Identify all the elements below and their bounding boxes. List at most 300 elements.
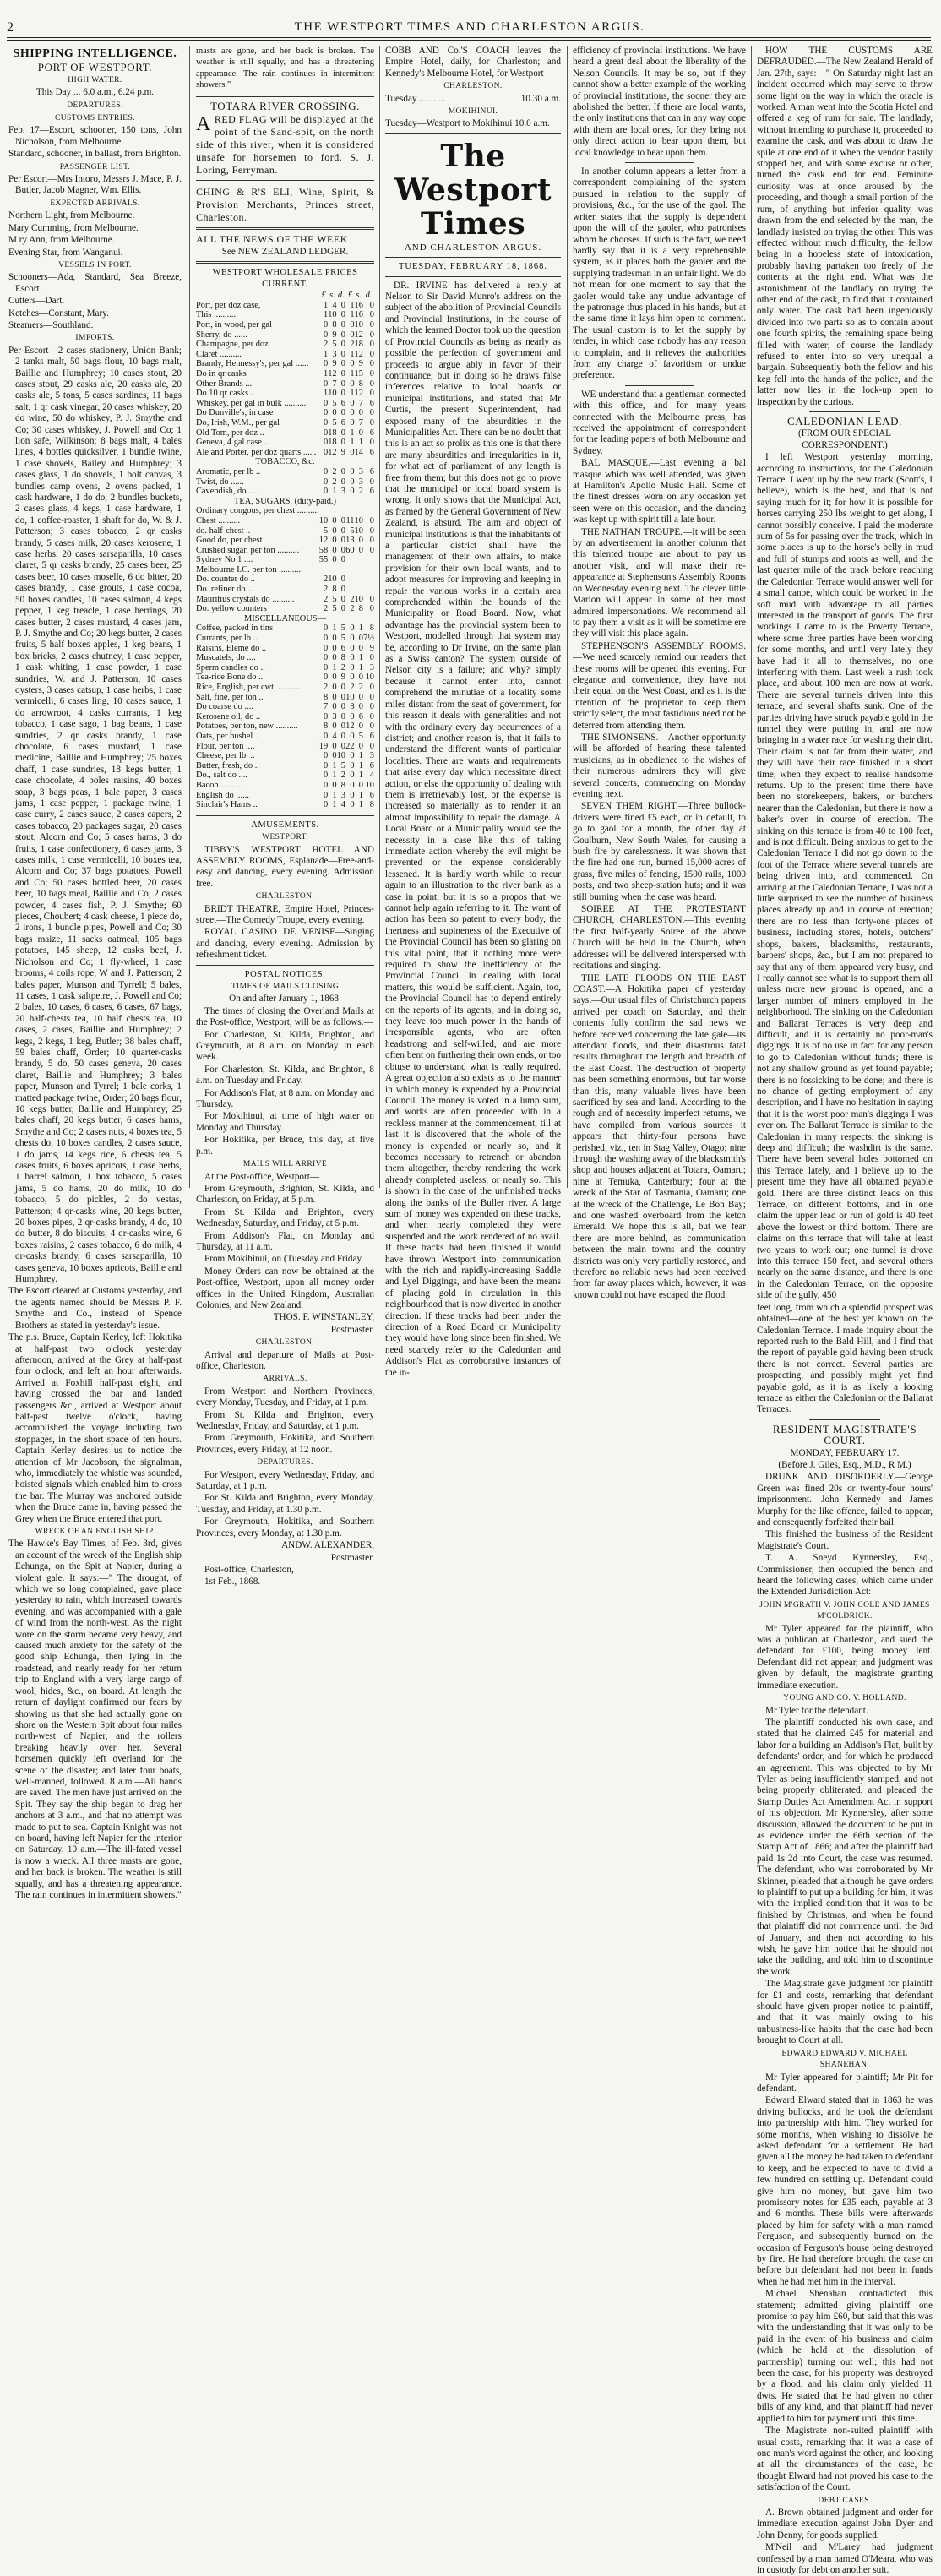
price-low-shillings: s. xyxy=(328,291,336,301)
price-low-pence: 2 xyxy=(337,771,345,781)
price-low-pounds: 0 xyxy=(319,732,328,742)
price-high-pence: 4 xyxy=(363,771,374,781)
price-row xyxy=(196,536,374,546)
price-low-pence: 0 xyxy=(337,693,345,703)
coach-place: CHARLESTON. xyxy=(385,81,561,92)
price-high-pence xyxy=(363,555,374,565)
price-subheading: MISCELLANEOUS— xyxy=(196,614,374,624)
price-high-shillings xyxy=(355,585,363,595)
price-high-pounds: 0 xyxy=(345,673,354,683)
price-row xyxy=(196,399,374,409)
price-high-pounds: 0 xyxy=(345,663,354,673)
expected-item: Northern Light, from Melbourne. xyxy=(8,210,182,221)
price-low-pence: 0 xyxy=(337,379,345,389)
price-low-shillings: 0 xyxy=(328,693,336,703)
imports-heading: IMPORTS. xyxy=(8,333,182,344)
price-high-pence: 0 xyxy=(363,683,374,693)
price-high-pounds: 0 xyxy=(345,477,354,487)
price-item: Whiskey, per gal in bulk .......... xyxy=(196,399,319,409)
price-row xyxy=(196,653,374,663)
price-high-pounds: 0 xyxy=(345,712,354,722)
price-low-pounds: 0 xyxy=(319,663,328,673)
price-row xyxy=(196,379,374,389)
price-low-pence: 0 xyxy=(337,712,345,722)
price-high-shillings xyxy=(355,555,363,565)
price-item: Sperm candles do .. xyxy=(196,663,319,673)
price-low-shillings: 5 xyxy=(328,399,336,409)
caledonian-sub: (FROM OUR SPECIAL CORRESPONDENT.) xyxy=(757,428,933,451)
price-item: do. half-chest .. xyxy=(196,526,319,536)
price-high-pence: 0 xyxy=(363,526,374,536)
price-high-pounds: 0 xyxy=(345,751,354,761)
prices-table xyxy=(196,291,374,809)
column-editorial xyxy=(385,46,561,1188)
price-high-pence: 0 xyxy=(363,350,374,360)
price-low-pence: 6 xyxy=(337,644,345,654)
price-high-shillings: 0 xyxy=(355,673,363,683)
price-item: Potatoes, per ton, new .......... xyxy=(196,722,319,732)
price-high-shillings: 0 xyxy=(355,644,363,654)
price-high-pence: 0 xyxy=(363,330,374,340)
passenger-heading: PASSENGER LIST. xyxy=(8,162,182,173)
price-row xyxy=(196,683,374,693)
court-text: The Magistrate gave judgment for plaintiff for £1 and costs, remarking that defendant should have given proper notice to plaintiff, and that it was mainly owing to his unbusiness-like habits that the case had been brought to Court at all. xyxy=(757,1979,933,2046)
price-high-shillings: 7 xyxy=(355,418,363,428)
price-row xyxy=(196,693,374,703)
price-low-shillings: 8 xyxy=(328,320,336,330)
price-low-pounds: 1 xyxy=(319,350,328,360)
column-rule xyxy=(567,46,568,1188)
price-low-pence: 0 xyxy=(337,546,345,556)
price-low-pounds: 0 xyxy=(319,359,328,369)
price-row xyxy=(196,644,374,654)
price-high-pounds: 12 xyxy=(345,722,354,732)
price-high-pence: 0 xyxy=(363,693,374,703)
price-low-pence: 0 xyxy=(337,585,345,595)
price-row xyxy=(196,781,374,791)
price-low-pounds: 0 xyxy=(319,644,328,654)
price-low-pence: 0 xyxy=(337,526,345,536)
court-text: T. A. Sneyd Kynnersley, Esq., Commissioner, then occupied the bench and heard the following cases, which came under the Extended Jurisdiction Act: xyxy=(757,1553,933,1598)
court-text: M'Neil and M'Larey had judgment confessed by a man named O'Meara, who was in custody for debt on another suit. xyxy=(757,2542,933,2576)
price-high-shillings: 1 xyxy=(355,624,363,634)
local-news-paragraph: THE LATE FLOODS ON THE EAST COAST.—A Hokitika paper of yesterday says:—Our usual files of Christchurch papers arrived per coach on Saturday, and their contents fully confirm the sad news we before received concerning the late gale—its attendant floods, and their disastrous fatal results throughout the length and breadth of the East Coast. The destruction of property has been something enormous, but far worse than this, many valuable lives have been sacrificed by sea and land. According to the rough and of necessity imperfect returns, we have compiled from various sources it appears that thirty-four persons have perished, viz., ten in Stag Valley, Otago; nine through the washing away of the blacksmith's shop and houses adjacent at Totara, Oamaru; nine at Temuka, Canterbury; four at the wreck of the Star of Tasmania, Oamaru; one at the wreck of the Challenge, Le Bon Bay; and one washed overboard from the ketch Emerald. We hope this is all, but we fear there are more behind, as communication between the main towns and the country districts was only very partially restored, and therefore no reliable news had been received from far away places which, however, it was known could not have escaped the flood. xyxy=(573,973,746,1302)
wreck-text: The Hawke's Bay Times, of Feb. 3rd, gives an account of the wreck of the English ship Echunga, on the Spit at Napier, during a violent gale. It says:—" The drought, of which we so long complained, gave place yesterday to rain, which increased towards evening, and was accompanied with a gale of wind from the north-west. As the night wore on the storm became very heavy, and caused much anxiety for the safety of the good ship Echunga, then lying in the roadstead, and nearly ready for her return trip to England with a very large cargo of wool, hides, &c., on board. At length the return of daylight confirmed our fears by showing us that she had actually gone on shore on the Western Spit about four miles north-west of Napier, and the rollers breaking heavily over her. Several horsemen quickly left overland for the scene of the disaster; and later four boats, well-manned, followed. 8 a.m.—All hands are saved. The men have just arrived on the Spit. They say the ship began to drag her anchors at 3 a.m., and that no attempt was made to put to sea. Captain Knight was not on board, having left Napier for the interior on Saturday. 10 a.m.—The ill-fated vessel is now a wreck. All three masts are gone, and her back is broken. The weather is still squally, and has a threatening appearance. The rain continues in intermittent showers." xyxy=(8,1539,182,1901)
divider xyxy=(196,95,374,97)
price-low-pounds: 0 xyxy=(319,751,328,761)
price-item: Cavendish, do .... xyxy=(196,487,319,497)
column-rule xyxy=(379,46,380,1188)
price-row xyxy=(196,487,374,497)
price-low-shillings: 5 xyxy=(328,604,336,614)
price-high-pounds: 8 xyxy=(345,702,354,712)
price-low-pounds: 0 xyxy=(319,428,328,438)
price-high-pounds xyxy=(345,575,354,585)
price-high-pounds: 5 xyxy=(345,526,354,536)
price-high-shillings: 0 xyxy=(355,536,363,546)
price-row xyxy=(196,742,374,752)
postal-item: For Charleston, St. Kilda, Brighton, and Greymouth, at 8 a.m. on Monday in each week. xyxy=(196,1030,374,1064)
divider xyxy=(625,385,694,386)
price-low-shillings: 8 xyxy=(328,585,336,595)
postal-item: From Greymouth, Brighton, St. Kilda, and Charleston, on Friday, at 5 p.m. xyxy=(196,1184,374,1206)
price-high-pence xyxy=(363,506,374,516)
price-high-shillings: 6 xyxy=(355,712,363,722)
price-high-shillings: 0 xyxy=(355,546,363,556)
price-high-pounds: 1 xyxy=(345,428,354,438)
caledonian-text: I left Westport yesterday morning, according to instructions, for the Caledonian Terrace. I went up by the new track (Scott's, I believe), which is the best, and that is not saying much for it; for how it is possible for horses carrying 250 lbs weight to get along, I cannot possibly conceive. I paid the moderate sum of 5s for passing over the track, which in some places is up to the horse's belly in mud and full of stumps and roots as well, and the last quarter mile of the track before reaching the Caledonian Terrace would answer well for a small canoe, which could be worked in the soft mud with advantage to all parties interested in the transport of goods. The first workings I came to is the Poverty Terrace, where some three parties have been working for some months, and until very lately they have had it all to themselves, no one interfering with them. Last week a rush took place, and about 100 men are now at work. There are several tunnels driven into this terrace, and several shafts sunk. One of the parties driving have struck payable gold in the tunnel they were putting in, and are now bringing in a water race for washing their dirt. Their claim is not far from their water, and they will have their race finished in a short time, when they expect to realise handsome returns. Up to the present time there have been no storekeepers, bakers, or butchers nearer than the Caledonian, but there is now a baker's oven in course of erection. The sinking on this terrace is from 40 to 100 feet, and is not difficult. Being anxious to get to the Caledonian Terrace I did not go down to the foot of the Terrace where several tunnels are being driven into, and commenced. On arriving at the Caledonian Terrace, I was not a little surprised to see the number of business places already up and in course of erection; there are no less than forty-one places of business, including stores, hotels, butchers' shops, bakers, blacksmiths, restaurants, barbers' shops, &c., but I am not prepared to say that any of them appeared very busy, and I really cannot see what is to support them all unless more new ground is opened, and a larger number of miners employed in the neighborhood. The sinking on the Caledonian and Ballarat Terraces is very deep and difficult, and it is certainly no poor-man's diggings. It is of no use in fact for any person to go to Caledonian without funds; there is not any shallow ground as yet found payable; there is no fossicking to be done; and there is no chance of getting employment of any description, and I have no hesitation in saying that it is the worst poor man's diggings I was ever on. The Ballarat Terrace is similar to the Caledonian in many respects; the sinking is deep and difficult; the washdirt is the same. There have been several holes bottomed on this Terrace lately, and I believe up to the present time they have all obtained payable gold. There are three distinct leads on this Terrace, on different bottoms, and in one claim the upper lead or run of gold is 40 feet above the lowest or third bottom. There are claims on this terrace that will take at least two years to work out; one tunnel is drove into this terrace 150 feet, and several others nearly on the same distance, and there is one in the Caledonian Terrace, on the opposite side of the gully, 450 xyxy=(757,452,933,1301)
price-row xyxy=(196,448,374,458)
price-low-pence: 0 xyxy=(337,536,345,546)
postal-item: From Addison's Flat, on Monday and Thursday, at 11 a.m. xyxy=(196,1231,374,1254)
price-high-pounds: 60 xyxy=(345,546,354,556)
price-low-shillings: 18 xyxy=(328,428,336,438)
price-high-pence: 0 xyxy=(363,595,374,605)
price-high-pounds xyxy=(345,555,354,565)
price-low-pence: 3 xyxy=(337,487,345,497)
price-high-shillings: 14 xyxy=(355,448,363,458)
price-item: Coffee, packed in tins xyxy=(196,624,319,634)
price-high-pounds: 0 xyxy=(345,487,354,497)
price-low-shillings: 0 xyxy=(328,555,336,565)
price-item: Port, in wood, per gal xyxy=(196,320,319,330)
price-high-shillings: 0 xyxy=(355,693,363,703)
price-item: Flour, per ton .... xyxy=(196,742,319,752)
local-news-paragraph: THE NATHAN TROUPE.—It will be seen by an advertisement in another column that this talented troupe are about to pay us another visit, and will make their re-appearance at Stephenson's Assembly Rooms on Wednesday evening next. The clever little Marion will appear in some of her most admired impersonations. We recommend all to pay them a visit as it will be sometime ere they will visit this place again. xyxy=(573,527,746,640)
column-editorial-continued xyxy=(573,46,746,1188)
price-high-shillings: 10 xyxy=(355,526,363,536)
price-row xyxy=(196,663,374,673)
price-low-pounds: 0 xyxy=(319,408,328,418)
amusement-item: TIBBY'S WESTPORT HOTEL AND ASSEMBLY ROOMS, Esplanade—Free-and-easy and dancing, every evening. Admission free. xyxy=(196,845,374,890)
price-low-pence: 3 xyxy=(337,791,345,801)
price-high-pence: 0 xyxy=(363,477,374,487)
price-low-shillings: 7 xyxy=(328,379,336,389)
price-item: Good do, per chest xyxy=(196,536,319,546)
price-item: Bacon .......... xyxy=(196,781,319,791)
postal-sub: TIMES OF MAILS CLOSING xyxy=(196,982,374,993)
price-item: Oats, per bushel .. xyxy=(196,732,319,742)
price-low-shillings: 12 xyxy=(328,369,336,379)
price-low-pence: 0 xyxy=(337,350,345,360)
price-row xyxy=(196,634,374,644)
customs-entry: Feb. 17—Escort, schooner, 150 tons, John Nicholson, from Melbourne. xyxy=(8,125,182,148)
price-low-shillings: 1 xyxy=(328,771,336,781)
postal-item: From Mokihinui, on (Tuesday and Friday. xyxy=(196,1254,374,1265)
price-high-shillings xyxy=(355,575,363,585)
price-high-shillings: 15 xyxy=(355,369,363,379)
caledonian-heading: CALEDONIAN LEAD. xyxy=(757,416,933,427)
price-high-pence: 10 xyxy=(363,781,374,791)
price-row xyxy=(196,526,374,536)
postmaster-title: Postmaster. xyxy=(196,1553,374,1564)
postal-item: For St. Kilda and Brighton, every Monday, Tuesday, and Friday, at 1.30 p.m. xyxy=(196,1493,374,1516)
postal-date-line: 1st Feb., 1868. xyxy=(196,1577,374,1588)
price-low-pence: 5 xyxy=(337,624,345,634)
price-low-shillings xyxy=(328,506,336,516)
price-high-shillings: 12 xyxy=(355,389,363,399)
shipping-note: The Escort cleared at Customs yesterday, and the agents named should be Messrs P. F. Smythe and Co., instead of Spence Brothers as stated in yesterday's issue. xyxy=(8,1286,182,1332)
price-high-shillings xyxy=(355,565,363,575)
price-high-pounds: £ xyxy=(345,291,354,301)
port-heading: PORT OF WESTPORT. xyxy=(8,62,182,73)
totara-heading: TOTARA RIVER CROSSING. xyxy=(196,101,374,112)
price-low-shillings: 2 xyxy=(328,477,336,487)
price-low-shillings: 0 xyxy=(328,653,336,663)
expected-item: Mary Cumming, from Melbourne. xyxy=(8,223,182,234)
price-row xyxy=(196,516,374,526)
price-row xyxy=(196,604,374,614)
price-high-pounds: 1 xyxy=(345,389,354,399)
price-low-pounds: 5 xyxy=(319,526,328,536)
price-low-shillings: 0 xyxy=(328,702,336,712)
price-high-shillings: 1 xyxy=(355,663,363,673)
price-item: Butter, fresh, do .. xyxy=(196,761,319,771)
price-low-pence: 4 xyxy=(337,800,345,810)
price-high-pounds: 0 xyxy=(345,418,354,428)
price-low-pounds: 0 xyxy=(319,771,328,781)
postal-item: For Greymouth, Hokitika, and Southern Provinces, every Monday, at 1.30 p.m. xyxy=(196,1517,374,1539)
price-high-pence xyxy=(363,575,374,585)
price-high-pounds: 0 xyxy=(345,467,354,477)
price-high-pence: 0 xyxy=(363,438,374,448)
price-high-pence: 0 xyxy=(363,516,374,526)
amusement-item: BRIDT THEATRE, Empire Hotel, Princes-street—The Comedy Troupe, every evening. xyxy=(196,904,374,927)
price-low-pounds: 1 xyxy=(319,301,328,311)
price-low-pence: 0 xyxy=(337,467,345,477)
price-item: Do. refiner do .. xyxy=(196,585,319,595)
price-low-pence: 0 xyxy=(337,516,345,526)
court-text: DRUNK AND DISORDERLY.—George Green was fined 20s or twenty-four hours' imprisonment.—John Kennedy and James Murphy for the like offence, failed to appear, and consequently forfeited their bail. xyxy=(757,1472,933,1528)
price-item xyxy=(196,291,319,301)
price-low-shillings: 5 xyxy=(328,595,336,605)
price-item: Do coarse do .... xyxy=(196,702,319,712)
divider xyxy=(196,261,374,264)
price-item: Do 10 qr casks .. xyxy=(196,389,319,399)
price-low-pounds: 0 xyxy=(319,487,328,497)
local-news-paragraph: SEVEN THEM RIGHT.—Three bullock-drivers were fined £5 each, or in default, to go to gaol for a month, the other day at Goulburn, New South Wales, for causing a bush fire by carelessness. It was shown that the fire had one run, burned 15,000 acres of grass, five miles of fencing, 1500 rails, 1000 posts, and two sheep-station huts; and it was still burning when the case was heard. xyxy=(573,801,746,903)
price-high-shillings: 16 xyxy=(355,301,363,311)
price-high-pounds: 11 xyxy=(345,516,354,526)
nameplate-subtitle: AND CHARLESTON ARGUS. xyxy=(385,242,561,253)
price-low-pounds: 0 xyxy=(319,673,328,683)
price-low-shillings: 0 xyxy=(328,751,336,761)
price-low-pounds: 0 xyxy=(319,379,328,389)
local-news-paragraph: WE understand that a gentleman connected with this office, and for many years connected with the Melbourne press, has received the appointment of correspondent for the leading papers of both Melbourne and Sydney. xyxy=(573,389,746,457)
price-item: Do. yellow counters xyxy=(196,604,319,614)
price-row xyxy=(196,624,374,634)
price-low-pence: 0 xyxy=(337,732,345,742)
price-high-pounds: 1 xyxy=(345,369,354,379)
price-item: Chest .......... xyxy=(196,516,319,526)
price-row xyxy=(196,555,374,565)
running-title: THE WESTPORT TIMES AND CHARLESTON ARGUS. xyxy=(7,20,933,35)
price-low-shillings: 10 xyxy=(328,389,336,399)
high-water-text: This Day ... 6.0 a.m., 6.24 p.m. xyxy=(8,87,182,98)
price-low-pence: 9 xyxy=(337,673,345,683)
price-row xyxy=(196,320,374,330)
vessels-heading: VESSELS IN PORT. xyxy=(8,260,182,271)
price-subheading-row xyxy=(196,457,374,467)
top-rule xyxy=(7,37,931,38)
price-low-shillings: 0 xyxy=(328,526,336,536)
price-low-pence: 10 xyxy=(337,751,345,761)
price-low-pence: 0 xyxy=(337,389,345,399)
price-item: Claret .......... xyxy=(196,350,319,360)
price-low-pence: 8 xyxy=(337,781,345,791)
price-low-pounds: 7 xyxy=(319,702,328,712)
case-title: YOUNG AND CO. V. HOLLAND. xyxy=(757,1693,933,1704)
price-low-shillings: 1 xyxy=(328,624,336,634)
newspaper-page xyxy=(0,0,941,1198)
price-high-shillings: 1 xyxy=(355,791,363,801)
amusements-place: CHARLESTON. xyxy=(196,891,374,902)
price-high-pounds xyxy=(345,565,354,575)
issue-date: TUESDAY, FEBRUARY 18, 1868. xyxy=(385,261,561,272)
price-high-pence: 10 xyxy=(363,673,374,683)
price-low-shillings: 5 xyxy=(328,418,336,428)
postal-item: For Mokihinui, at time of high water on Monday and Thursday. xyxy=(196,1111,374,1134)
price-item: Tea-rice Bone do .. xyxy=(196,673,319,683)
price-low-pence: 0 xyxy=(337,369,345,379)
postal-item: From Greymouth, Hokitika, and Southern Provinces, every Friday, at 12 noon. xyxy=(196,1433,374,1456)
price-low-pounds: 2 xyxy=(319,585,328,595)
departures-heading: DEPARTURES. xyxy=(196,1457,374,1468)
price-subheading: TOBACCO, &c. xyxy=(196,457,374,467)
price-high-shillings: 1 xyxy=(355,653,363,663)
price-high-shillings: 3 xyxy=(355,467,363,477)
price-item: Port, per doz case, xyxy=(196,301,319,311)
price-low-pounds: 0 xyxy=(319,320,328,330)
price-item: English do ...... xyxy=(196,791,319,801)
price-low-shillings: 1 xyxy=(328,800,336,810)
local-news-paragraph: In another column appears a letter from a correspondent complaining of the system pursued in relation to the supply of provisions, &c., for the use of the gaol. The writer states that the supply is dependent upon the will of the gaoler, who patronises whom he chooses. If such is the fact, we need hardly say that it is a very reprehensible system, as it places both the gaoler and the supplying tradesman in an unfair light. We do not mean for one moment to say that the gaoler would take any undue advantage of the patronage thus placed in his hands, but at the same time it lays him open to comment. The usual custom is to let the supply by tender, in which case nobody has any reason to complain, and it relieves the authorities from any charge of favoritism or undue preference. xyxy=(573,166,746,382)
price-high-pounds: 13 xyxy=(345,536,354,546)
price-row xyxy=(196,761,374,771)
price-low-pence: 5 xyxy=(337,634,345,644)
price-high-shillings: 0 xyxy=(355,781,363,791)
price-high-pence: 0 xyxy=(363,320,374,330)
price-low-pence: 0 xyxy=(337,477,345,487)
vessels-item: Cutters—Dart. xyxy=(8,296,182,307)
postal-item: For Addison's Flat, at 8 a.m. on Monday and Thursday. xyxy=(196,1088,374,1111)
price-low-shillings: 0 xyxy=(328,673,336,683)
price-high-pence xyxy=(363,565,374,575)
price-row xyxy=(196,418,374,428)
price-high-pounds: 22 xyxy=(345,742,354,752)
divider xyxy=(196,180,374,182)
price-low-shillings: 9 xyxy=(328,359,336,369)
price-low-pounds: 1 xyxy=(319,389,328,399)
price-high-pence: 6 xyxy=(363,399,374,409)
divider xyxy=(196,227,374,230)
price-high-pounds: 0 xyxy=(345,330,354,340)
price-low-pence: 0 xyxy=(337,575,345,585)
price-low-pounds: 0 xyxy=(319,781,328,791)
price-item: Other Brands .... xyxy=(196,379,319,389)
price-high-pence: 0 xyxy=(363,369,374,379)
price-row xyxy=(196,301,374,311)
price-subheading-row xyxy=(196,497,374,507)
local-news-paragraph: BAL MASQUE.—Last evening a bal masque which was well attended, was given at Hamilton's Apollo Music Hall. Some of the finest dresses worn on any occasion yet seen were on this occasion, and the dancing was kept up with spirit till a late hour. xyxy=(573,458,746,526)
price-low-pounds: 55 xyxy=(319,555,328,565)
price-low-pounds: 0 xyxy=(319,477,328,487)
rm-court-heading: RESIDENT MAGISTRATE'S COURT. xyxy=(757,1424,933,1446)
price-high-shillings: 16 xyxy=(355,310,363,320)
price-high-pounds: 0 xyxy=(345,399,354,409)
editorial-text: DR. IRVINE has delivered a reply at Nelson to Sir David Munro's address on the subject of the abolition of Provincial Councils and Provincial Institutions, in the course of which the learned Doctor took up the question of Provincial Councils as being as nearly as possible the perfection of government and proceeds to argue ably in favor of their continuance, but in doing so he draws false inferences relative to local boards or municipal institutions, and stated that Mr Curtis, the present Superintendent, had exposed many of the absurdities in the Municipalities Act. There can be no doubt that this is an act so prolix as this one is that there are many absurdities and irregularities in it, for what act of parliament of any length is free from them; but this does not go to prove that the municipal or local board system is wrong. It only shows that the Municipal Act, as framed by the General Government of New Zealand, is absurd. The aim and object of municipal institutions is that the inhabitants of a particular district shall have the management of their own affairs, to make provision for their own local wants, and to adopt measures for improving and keeping in repair the various works in a certain area comprehended within the bounds of the Municipality or Road Board. Now, what advantage has the provincial system been to Westport, modelled through that system may be, according to Dr Irvine, on the same plan as a Swiss canton? The system outside of Nelson city is a failure; and why? simply because it cannot enter into, cannot comprehend the minutiae of a locality some miles distant from the seat of government, for this reason it deals with generalities and not with the ordinary every day occurrences of a district; and another reason is, that it fails to understand the different wants of particular localities. There are wants and requirements that arise every day which necessitate direct action, or else the opportunity of dealing with them is irretrievably lost, or the expense is increased so materially as to render it an almost impossibility to repair the damage. A Local Board or a Municipality would see the necessity in a case like this of taking immediate action whereby the evil might be prevented or the expense considerably lessened. It is hardly worth while to recur again to an illustration to the river bank as a case in point, but it is so a propos that we cannot help again referring to it. The want of action has been so patent to every body, the inertness and supineness of the Executive of the Provincial Council has been so glaring on this vital point, that it nothing more were required to show the inefficiency of the Provincial Council in dealing with local matters, this would be sufficient. Again, too, the Provincial Council has to depend entirely on the reports of its agents, and in doing so, they leave too much power in the hands of irresponsible agents, who are often headstrong and self-willed, and are more often bent on furthering their own ends, or too obtuse to understand what is really required. A great objection also exists as to the manner in which money is expended by a Provincial Council. The money is voted in a lump sum, and works are often proceeded with in a reckless manner at the commencement, till at last it is discovered that the whole of the money is expended or nearly so, and it becomes necessary to retrench or abandon them altogether, thereby rendering the work already completed useless, or nearly so. This is shown in the case of the unfinished tracks along the banks of the Buller river. A large sum of money was expended on these tracks, and when nearly completed they were suspended and the work rendered of no avail. If these tracks had been finished it would have thrown Westport into communication with the rich and rapidly-increasing Saddle and Lyel Diggings, and have been the means of placing gold in circulation in this neighbourhood that is now diverted in another direction. If these tracks had been under the direction of a Road Board or Municipality they would have long since been finished. We need scarcely refer to the Caledonian and Addison's Flat as corroborative instances of the in- xyxy=(385,280,561,1379)
price-high-shillings: s. xyxy=(355,291,363,301)
amusements-heading: AMUSEMENTS. xyxy=(196,820,374,831)
price-high-pence: 0 xyxy=(363,742,374,752)
price-low-pounds: 0 xyxy=(319,330,328,340)
price-row xyxy=(196,546,374,556)
coach-day: Tuesday ... ... ... xyxy=(385,94,445,105)
price-high-shillings: 1 xyxy=(355,751,363,761)
price-high-pence: 6 xyxy=(363,467,374,477)
divider xyxy=(385,257,561,258)
price-row xyxy=(196,595,374,605)
price-item: Mauritius crystals do .......... xyxy=(196,595,319,605)
price-high-shillings: 1 xyxy=(355,800,363,810)
price-high-pounds: 0 xyxy=(345,800,354,810)
price-high-pounds: 1 xyxy=(345,301,354,311)
postmaster-title: Postmaster. xyxy=(196,1325,374,1336)
price-low-pounds: £ xyxy=(319,291,328,301)
price-high-shillings: 8 xyxy=(355,604,363,614)
price-row xyxy=(196,575,374,585)
price-low-pence: 0 xyxy=(337,301,345,311)
local-news-paragraph: STEPHENSON'S ASSEMBLY ROOMS.—We need scarcely remind our readers that these rooms will be opened this evening. For elegance and convenience, they have not their equal on the West Coast, and as it is the intention of the proprietor to keep them strictly select, the most fastidious need not be deterred from attending them. xyxy=(573,641,746,732)
amusements-place: WESTPORT. xyxy=(196,832,374,843)
price-high-pence: 3 xyxy=(363,663,374,673)
price-low-pounds: 8 xyxy=(319,722,328,732)
coach-time: 10.30 a.m. xyxy=(521,94,561,105)
postal-item: The times of closing the Overland Mails at the Post-office, Westport, will be as follows:— xyxy=(196,1006,374,1029)
amusement-item: ROYAL CASINO DE VENISE—Singing and dancing, every evening. Admission by refreshment ticket. xyxy=(196,927,374,961)
price-row xyxy=(196,467,374,477)
rm-court-date: MONDAY, FEBRUARY 17. xyxy=(757,1448,933,1459)
price-low-shillings: 0 xyxy=(328,683,336,693)
news-advert: ALL THE NEWS OF THE WEEK xyxy=(196,233,374,246)
price-high-shillings: 18 xyxy=(355,340,363,350)
price-low-shillings: 4 xyxy=(328,732,336,742)
price-low-pence: 2 xyxy=(337,663,345,673)
price-low-pounds: 2 xyxy=(319,604,328,614)
price-high-pence: 6 xyxy=(363,791,374,801)
price-high-pence: 7½ xyxy=(363,634,374,644)
price-low-shillings: 10 xyxy=(328,310,336,320)
price-row xyxy=(196,751,374,761)
price-item: Crushed sugar, per ton .......... xyxy=(196,546,319,556)
court-text: A. Brown obtained judgment and order for immediate execution against John Dyer and John Denny, for goods supplied. xyxy=(757,2508,933,2541)
price-high-shillings: 0 xyxy=(355,702,363,712)
price-high-pence: 0 xyxy=(363,310,374,320)
price-low-shillings: 1 xyxy=(328,663,336,673)
prices-heading: WESTPORT WHOLESALE PRICES CURRENT. xyxy=(196,267,374,290)
price-low-shillings xyxy=(328,565,336,575)
price-low-pence: 0 xyxy=(337,683,345,693)
local-news-paragraph: THE SIMONSENS.—Another opportunity will be afforded of hearing these talented musicians, as in obedience to the wishes of their numerous admirers they will give several concerts, commencing on Monday evening next. xyxy=(573,732,746,800)
court-text: This finished the business of the Resident Magistrate's Court. xyxy=(757,1529,933,1552)
price-low-pounds: 0 xyxy=(319,399,328,409)
column-local xyxy=(757,46,933,1188)
price-item: Twist, do ...... xyxy=(196,477,319,487)
postal-item: For Westport, every Wednesday, Friday, and Saturday, at 1 p.m. xyxy=(196,1470,374,1493)
court-text: Mr Tyler appeared for plaintiff; Mr Pit for defendant. xyxy=(757,2072,933,2095)
price-low-pounds: 10 xyxy=(319,516,328,526)
wreck-continuation: masts are gone, and her back is broken. The weather is still squally, and has a threatening appearance. The rain continues in intermittent showers." xyxy=(196,46,374,91)
